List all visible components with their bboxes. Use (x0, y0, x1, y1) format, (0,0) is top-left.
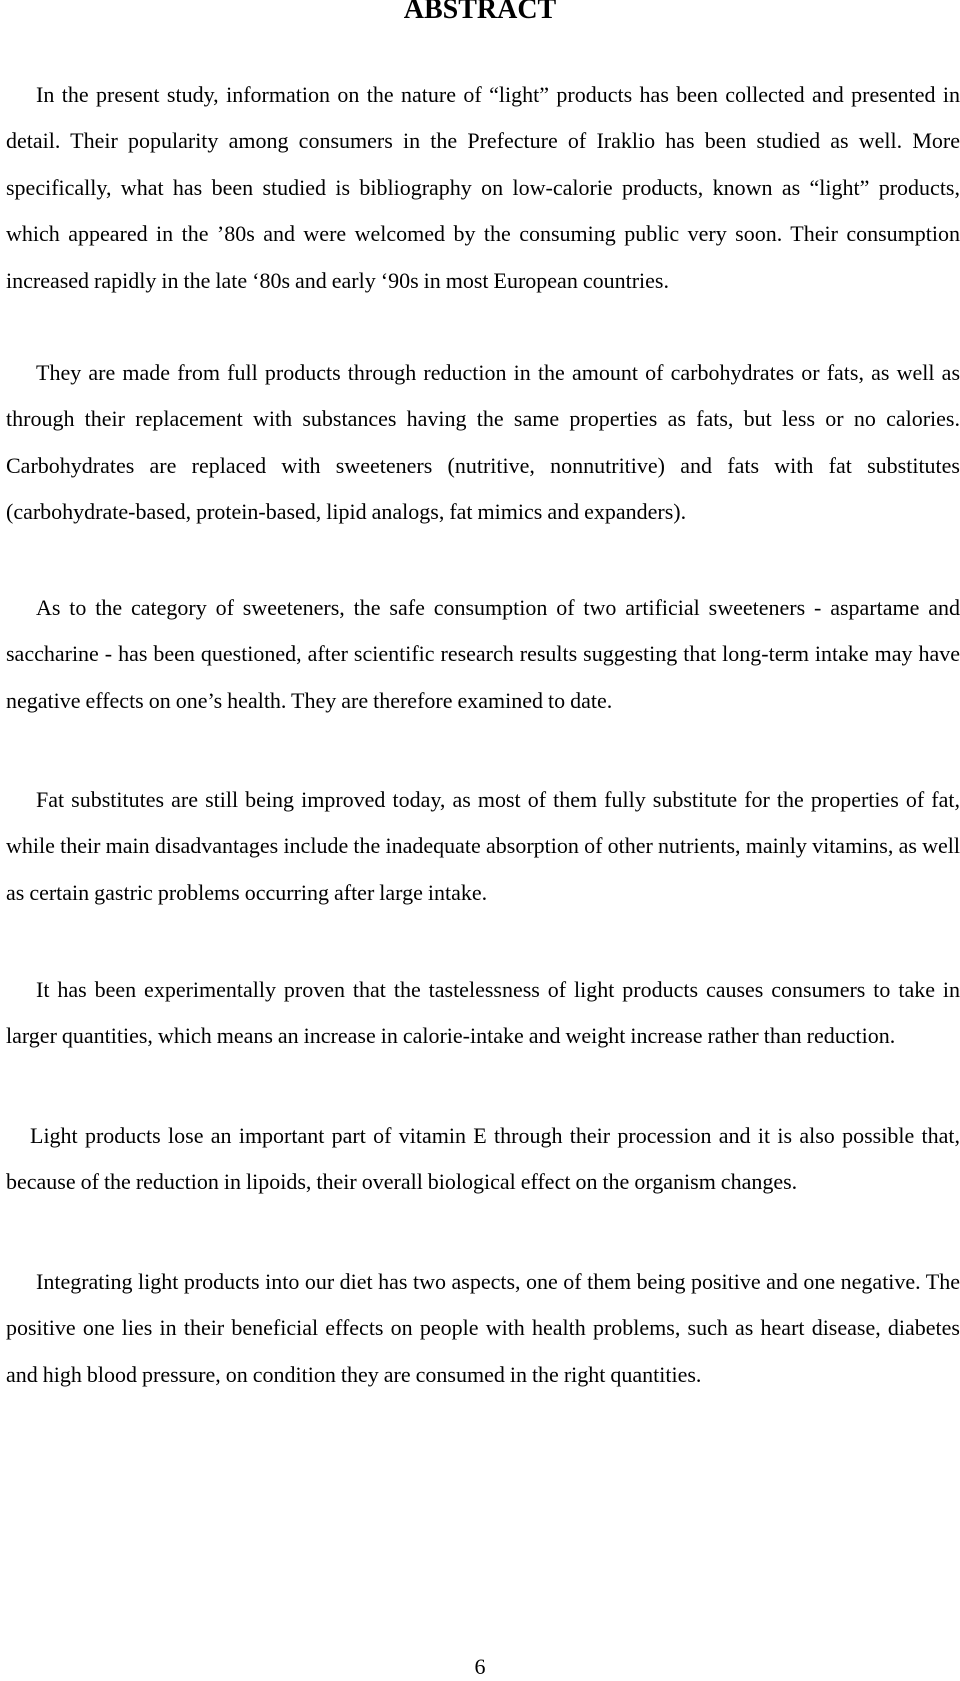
abstract-paragraph-3: As to the category of sweeteners, the safe consumption of two artificial sweeteners - aspartame and saccharine - has been questioned, after scientific research results suggesting that long-term intake may have negative effects on one’s health. They are therefore examined to date. (6, 595, 960, 713)
abstract-paragraph-7: Integrating light products into our diet has two aspects, one of them being positive and one negative. The positive one lies in their beneficial effects on people with health problems, such as heart disease, diabetes and high blood pressure, on condition they are consumed in the right quantities. (6, 1269, 960, 1387)
abstract-paragraph-4: Fat substitutes are still being improved today, as most of them fully substitute for the properties of fat, while their main disadvantages include the inadequate absorption of other nutrients, mainly vitamins, as well as certain gastric problems occurring after large intake. (6, 787, 960, 905)
abstract-paragraph-6: Light products lose an important part of vitamin E through their procession and it is also possible that, because of the reduction in lipoids, their overall biological effect on the organism changes. (6, 1123, 960, 1195)
abstract-title: ABSTRACT (403, 0, 557, 25)
abstract-paragraph-1: In the present study, information on the nature of “light” products has been collected and presented in detail. Their popularity among consumers in the Prefecture of Iraklio has been studied as well. More specifically, what has been studied is bibliography on low-calorie products, known as “light” products, which appeared in the ’80s and were welcomed by the consuming public very soon. Their consumption increased rapidly in the late ‘80s and early ‘90s in most European countries. (6, 82, 960, 293)
abstract-paragraph-5: It has been experimentally proven that the tastelessness of light products causes consumers to take in larger quantities, which means an increase in calorie-intake and weight increase rather than reduction. (6, 977, 960, 1049)
abstract-paragraph-2: They are made from full products through reduction in the amount of carbohydrates or fats, as well as through their replacement with substances having the same properties as fats, but less or no calories. Carbohydrates are replaced with sweeteners (nutritive, nonnutritive) and fats with fat substitutes (carbohydrate-based, protein-based, lipid analogs, fat mimics and expanders). (6, 360, 960, 525)
page-number: 6 (474, 1654, 486, 1679)
